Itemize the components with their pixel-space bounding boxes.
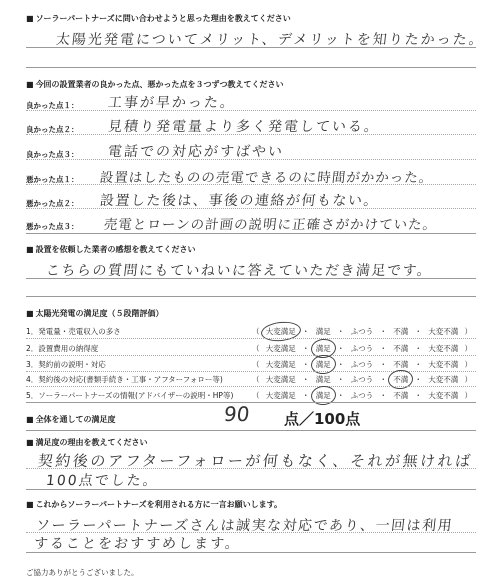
rating-option: 不満: [393, 375, 409, 384]
good-point-3-label: 良かった点３：: [26, 150, 79, 159]
good-point-1-answer: 工事が早かった。: [107, 95, 237, 111]
good-point-1-label: 良かった点１：: [26, 101, 79, 110]
scale-separator: ・: [337, 375, 345, 384]
rating-option: 大変不満: [428, 327, 459, 336]
scale-separator: ・: [414, 391, 422, 400]
divider: [26, 233, 476, 234]
divider: [26, 208, 476, 209]
scale-separator: ・: [302, 327, 310, 336]
satisfaction-item-label: 4．契約後の対応(書類手続き・工事・アフターフォロー等): [26, 375, 223, 384]
rating-option: 不満: [393, 360, 409, 369]
q4-heading: ■ 太陽光発電の満足度（５段階評価）: [26, 308, 164, 319]
satisfaction-item-label: 2．設置費用の納得度: [26, 344, 99, 353]
divider: [26, 134, 476, 135]
satisfaction-item-label: 1．発電量・売電収入の多さ: [26, 327, 121, 336]
scale-paren: （: [252, 344, 260, 353]
q5-answer-line1: 契約後のアフターフォローが何もなく、それが無ければ: [37, 452, 474, 470]
rating-option: 大変満足: [265, 375, 296, 384]
rating-option: 大変満足: [265, 391, 296, 400]
scale-paren: ）: [464, 360, 472, 369]
scale-separator: ・: [337, 344, 345, 353]
rating-option: ふつう: [350, 360, 374, 369]
scale-separator: ・: [379, 391, 387, 400]
scale-separator: ・: [337, 391, 345, 400]
satisfaction-scale: [252, 326, 472, 337]
divider: [26, 296, 476, 297]
rating-option: ふつう: [350, 327, 374, 336]
rating-option: 大変不満: [428, 360, 459, 369]
scale-separator: ・: [302, 375, 310, 384]
good-point-2-answer: 見積り発電量より多く発電している。: [107, 119, 381, 135]
rating-option: ふつう: [350, 391, 374, 400]
rating-option: ふつう: [350, 375, 374, 384]
overall-score-value: 90: [222, 402, 251, 426]
rating-option: 満足: [315, 375, 331, 384]
bad-point-1-answer: 設置はしたものの売電できるのに時間がかかった。: [98, 170, 435, 186]
scale-paren: （: [252, 360, 260, 369]
rating-option: 大変満足: [265, 360, 296, 369]
q5-heading: ■ 満足度の理由を教えてください: [26, 437, 148, 448]
rating-option: 不満: [393, 327, 409, 336]
bad-point-2-answer: 設置した後は、事後の連絡が何もない。: [99, 193, 380, 209]
rating-option: 不満: [393, 344, 409, 353]
divider: [26, 552, 476, 553]
scale-separator: ・: [302, 391, 310, 400]
rating-option: 大変不満: [428, 391, 459, 400]
scale-paren: （: [252, 391, 260, 400]
rating-option: 大変満足: [265, 327, 296, 336]
q6-heading: ■ これからソーラーパートナーズを利用される方に一言お願いします。: [26, 499, 282, 510]
bad-point-3-answer: 売電とローンの計画の説明に正確さがかけていた。: [102, 217, 438, 233]
divider: [26, 355, 476, 356]
overall-label: ■ 全体を通しての満足度: [26, 414, 116, 425]
q6-answer-line2: することをおすすめします。: [33, 536, 242, 552]
divider: [26, 402, 476, 403]
scale-separator: ・: [414, 360, 422, 369]
rating-option: 不満: [393, 391, 409, 400]
q3-heading: ■ 設置を依頼した業者の感想を教えてください: [26, 244, 196, 255]
q1-answer: 太陽光発電についてメリット、デメリットを知りたかった。: [55, 32, 486, 48]
good-point-3-answer: 電話での対応がすばやい: [107, 144, 285, 160]
scale-separator: ・: [414, 344, 422, 353]
scale-separator: ・: [379, 327, 387, 336]
satisfaction-scale: [252, 359, 472, 370]
scale-separator: ・: [379, 375, 387, 384]
satisfaction-item-label: 5．ソーラーパートナーズの情報(アドバイザーの説明・HP等): [26, 391, 234, 400]
rating-option: 満足: [315, 327, 331, 336]
divider: [26, 430, 476, 431]
overall-score: [188, 402, 448, 430]
good-point-2-label: 良かった点２：: [26, 125, 79, 134]
divider: [26, 489, 476, 490]
satisfaction-item-label: 3．契約前の説明・対応: [26, 360, 106, 369]
q5-answer-line2: 100点でした。: [45, 473, 160, 489]
rating-option: 大変満足: [265, 344, 296, 353]
scale-separator: ・: [414, 375, 422, 384]
scale-separator: ・: [302, 344, 310, 353]
scale-paren: ）: [464, 375, 472, 384]
rating-option: 満足: [315, 391, 331, 400]
divider: [26, 110, 476, 111]
scale-separator: ・: [379, 344, 387, 353]
rating-option: 満足: [315, 360, 331, 369]
q1-heading: ■ ソーラーパートナーズに問い合わせようと思った理由を教えてください: [26, 13, 291, 24]
divider: [26, 338, 476, 339]
satisfaction-scale: [252, 374, 472, 385]
divider: [26, 278, 476, 279]
bad-point-1-label: 悪かった点１：: [26, 175, 79, 184]
rating-option: ふつう: [350, 344, 374, 353]
satisfaction-scale: [252, 390, 472, 401]
divider: [26, 386, 476, 387]
divider: [26, 159, 476, 160]
footer-thanks: ご協力ありがとうございました。: [26, 568, 139, 577]
scale-separator: ・: [414, 327, 422, 336]
bad-point-2-label: 悪かった点２：: [26, 199, 79, 208]
divider: [26, 47, 476, 48]
bad-point-3-label: 悪かった点３：: [26, 222, 79, 231]
satisfaction-scale: [252, 343, 472, 354]
scale-paren: ）: [464, 344, 472, 353]
scale-separator: ・: [379, 360, 387, 369]
scale-separator: ・: [337, 360, 345, 369]
scale-paren: （: [252, 327, 260, 336]
q3-answer: こちらの質問にもていねいに答えていただき満足です。: [45, 263, 434, 279]
overall-score-unit: 点／100点: [284, 410, 361, 428]
divider: [26, 468, 476, 469]
divider: [26, 184, 476, 185]
scale-separator: ・: [337, 327, 345, 336]
q2-heading: ■ 今回の設置業者の良かった点、悪かった点を３つずつ教えてください: [26, 79, 284, 90]
scale-paren: ）: [464, 391, 472, 400]
divider: [26, 67, 476, 68]
rating-option: 大変不満: [428, 344, 459, 353]
rating-option: 大変不満: [428, 375, 459, 384]
scale-paren: （: [252, 375, 260, 384]
rating-option: 満足: [315, 344, 331, 353]
q6-answer-line1: ソーラーパートナーズさんは誠実な対応であり、一回は利用: [35, 518, 454, 534]
scale-paren: ）: [464, 327, 472, 336]
scale-separator: ・: [302, 360, 310, 369]
